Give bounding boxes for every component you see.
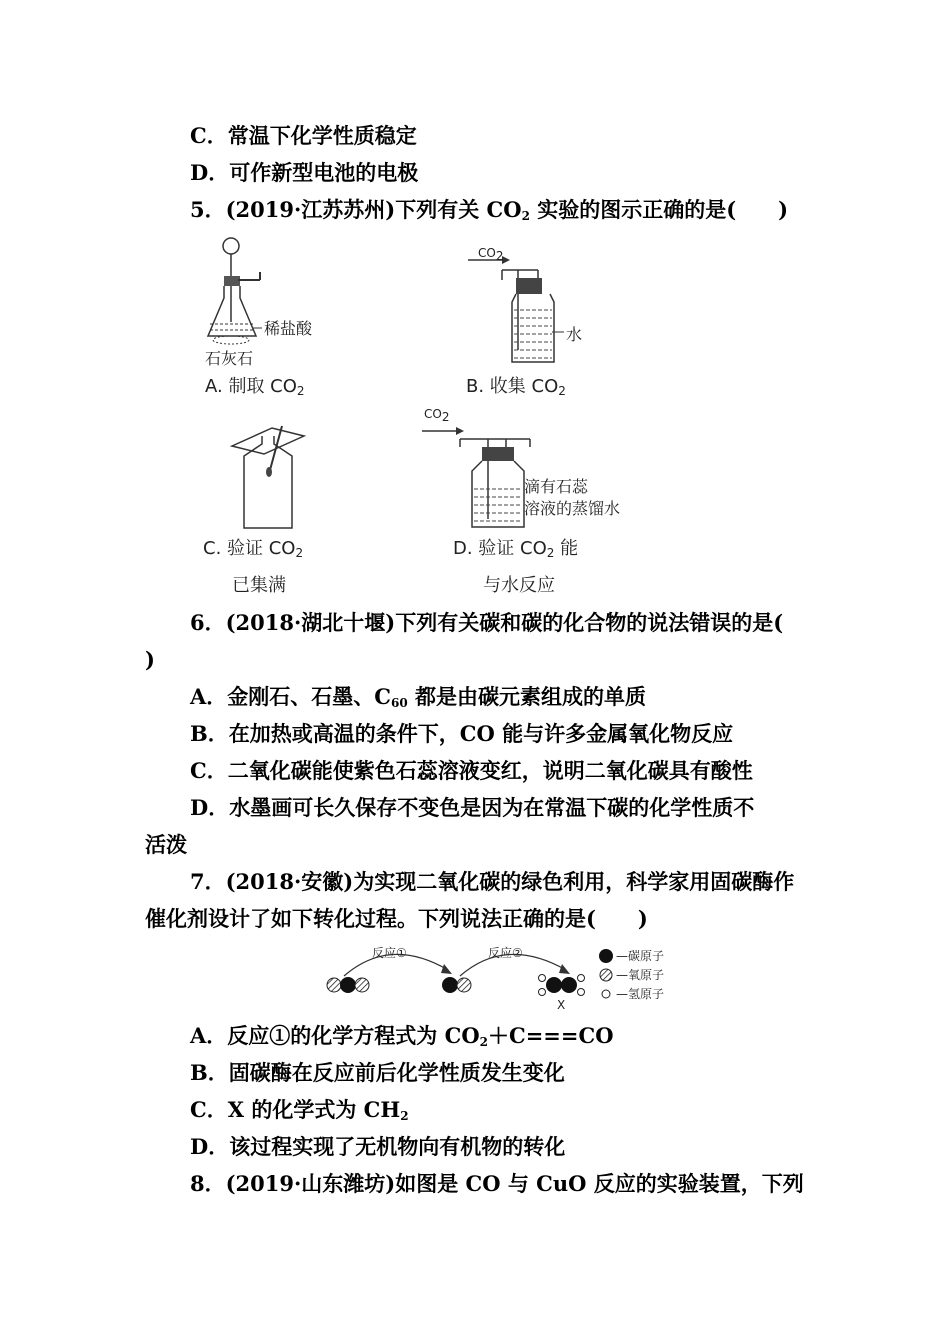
figure-d-caption-2: 与水反应 (483, 575, 555, 596)
q7-stem-2: 催化剂设计了如下转化过程。下列说法正确的是( ) (145, 906, 648, 931)
q4-option-c: C．常温下化学性质稳定 (190, 123, 417, 148)
legend-hydrogen: —氢原子 (616, 987, 665, 1001)
q6-option-c: C．二氧化碳能使紫色石蕊溶液变红，说明二氧化碳具有酸性 (190, 758, 753, 783)
figure-b-water-label: 水 (566, 325, 583, 344)
q8-stem: 8．(2019·山东潍坊)如图是 CO 与 CuO 反应的实验装置，下列 (190, 1171, 804, 1196)
figure-a-stone-label: 石灰石 (205, 349, 254, 368)
legend-oxygen: —氧原子 (616, 968, 665, 982)
q6-option-b: B．在加热或高温的条件下，CO 能与许多金属氧化物反应 (190, 721, 734, 746)
figure-c-apparatus (222, 420, 322, 535)
q6-option-a: A．金刚石、石墨、$C_{60}$ 都是由碳元素组成的单质 (190, 684, 647, 710)
figure-b-co2-label: $CO_2$ (478, 246, 504, 263)
figure-c-caption-2: 已集满 (232, 575, 286, 596)
q5-stem: 5．(2019·江苏苏州)下列有关 $CO_2$ 实验的图示正确的是( ) (190, 197, 789, 223)
q4-option-d: D．可作新型电池的电极 (190, 160, 419, 185)
figure-d-apparatus (420, 405, 540, 535)
figure-c-caption-1: C. 验证 $CO_2$ (203, 538, 304, 560)
q6-stem: 6．(2018·湖北十堰)下列有关碳和碳的化合物的说法错误的是( (190, 610, 784, 635)
figure-d-label-2: 溶液的蒸馏水 (524, 499, 621, 518)
figure-d-caption-1: D. 验证 $CO_2$ 能 (453, 538, 579, 560)
figure-a-caption: A. 制取 $CO_2$ (205, 376, 305, 398)
x-label: X (557, 998, 566, 1012)
figure-d-co2-label: $CO_2$ (424, 407, 450, 424)
legend-carbon: —碳原子 (616, 949, 665, 963)
q7-reaction-diagram (320, 940, 680, 1015)
q7-option-a: A．反应①的化学方程式为 $CO_2+C===CO$ (190, 1023, 614, 1049)
reaction-2-label: 反应② (488, 946, 523, 960)
q6-stem-cont: ) (145, 647, 155, 672)
reaction-1-label: 反应① (372, 946, 407, 960)
figure-d-label-1: 滴有石蕊 (524, 477, 589, 496)
q7-option-c: C．X 的化学式为 $CH_2$ (190, 1097, 409, 1123)
q7-stem-1: 7．(2018·安徽)为实现二氧化碳的绿色利用，科学家用固碳酶作 (190, 869, 795, 894)
figure-b-caption: B. 收集 $CO_2$ (466, 376, 566, 398)
q6-option-d: D．水墨画可长久保存不变色是因为在常温下碳的化学性质不 (190, 795, 755, 820)
figure-a-acid-label: 稀盐酸 (264, 319, 313, 338)
q7-option-b: B．固碳酶在反应前后化学性质发生变化 (190, 1060, 565, 1085)
q7-option-d: D．该过程实现了无机物向有机物的转化 (190, 1134, 566, 1159)
q6-option-d-cont: 活泼 (145, 832, 187, 857)
